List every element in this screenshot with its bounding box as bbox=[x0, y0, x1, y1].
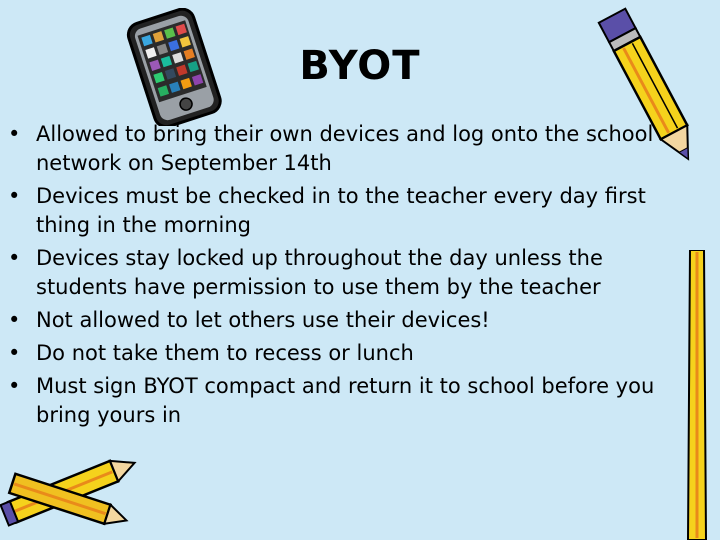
bullet-list bbox=[8, 120, 668, 434]
bullet-marker: • bbox=[8, 184, 21, 208]
bullet-text: Not allowed to let others use their devices! bbox=[36, 308, 490, 332]
bullet-marker: • bbox=[8, 341, 21, 365]
smartphone-icon bbox=[118, 8, 230, 126]
slide-title: BYOT bbox=[299, 42, 421, 89]
bullet-text: Must sign BYOT compact and return it to school before you bring yours in bbox=[36, 374, 655, 427]
list-item bbox=[8, 182, 668, 240]
crossed-pencils-icon bbox=[0, 440, 150, 540]
list-item bbox=[8, 244, 668, 302]
list-item bbox=[8, 339, 668, 368]
pencil-edge-icon bbox=[670, 250, 720, 540]
bullet-marker: • bbox=[8, 122, 21, 146]
bullet-text: Devices must be checked in to the teacher every day first thing in the morning bbox=[36, 184, 646, 237]
list-item bbox=[8, 306, 668, 335]
list-item bbox=[8, 120, 668, 178]
bullet-text: Devices stay locked up throughout the day unless the students have permission to use them by the teacher bbox=[36, 246, 603, 299]
list-item bbox=[8, 372, 668, 430]
bullet-text: Do not take them to recess or lunch bbox=[36, 341, 414, 365]
bullet-marker: • bbox=[8, 374, 21, 398]
bullet-marker: • bbox=[8, 246, 21, 270]
bullet-marker: • bbox=[8, 308, 21, 332]
bullet-text: Allowed to bring their own devices and log onto the school network on September 14th bbox=[36, 122, 654, 175]
